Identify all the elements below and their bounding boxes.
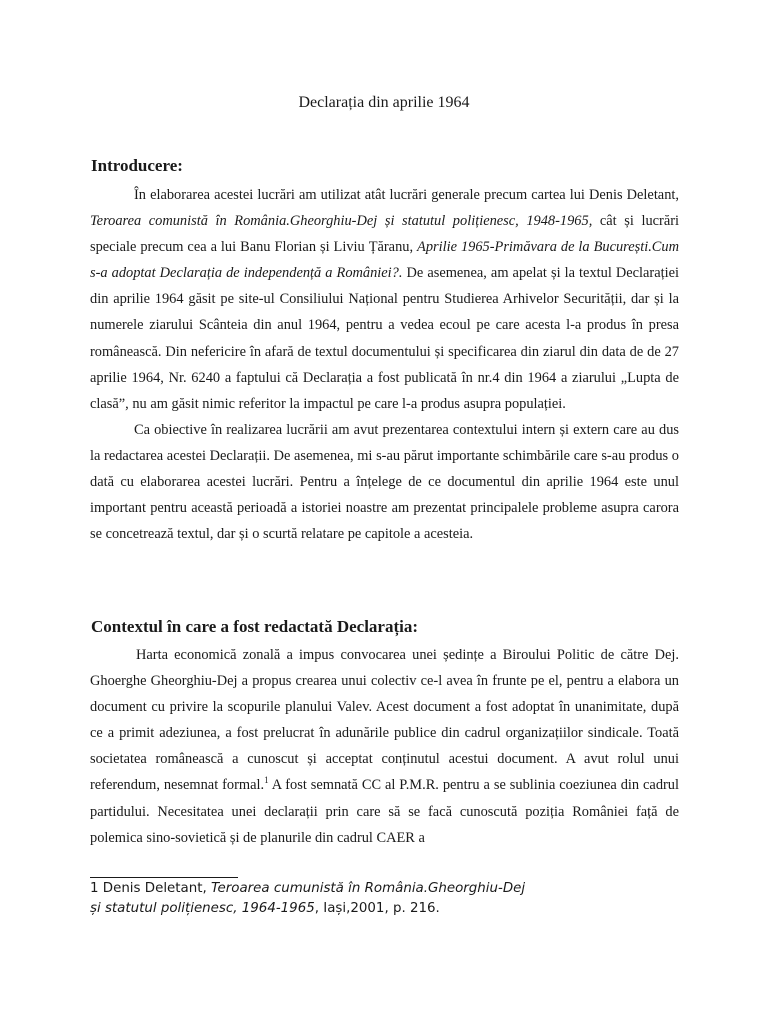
section-heading-introducere: Introducere: xyxy=(91,156,183,175)
intro-p1-text-3: De asemenea, am apelat și la textul Declarației din aprilie 1964 găsit pe site-ul Consiliului Național pentru Studierea Arhivelor Securității, dar și la numerele ziarului Scânteia din anul 1964, pentru a vedea ecoul pe care acesta l-a produs în presa românească. Din nefericire în afară de textul documentului și specificarea din ziarul din data de de 27 aprilie 1964, Nr. 6240 a faptului că Declarația a fost publicată în nr.4 din 1964 a ziarului „Lupta de clasă”, nu am găsit nimic referitor la impactul pe care l-a produs asupra populației. xyxy=(90,265,679,412)
footnote-1 xyxy=(90,879,530,919)
context-body xyxy=(90,642,679,851)
context-p1-text-1: Harta economică zonală a impus convocarea unei ședințe a Biroului Politic de către Dej. Ghoerghe Gheorghiu-Dej a propus crearea unui colectiv ce-l avea în frunte pe el, pentru a elabora un document cu privire la scopurile planului Valev. Acest document a fost adoptat în unanimitate, după ce a primit adeziunea, a fost prelucrat în adunările publice din cadrul organizațiilor sindicale. Toată societatea românească a cunoscut și acceptat conținutul acestui document. A avut rolul unui referendum, nesemnat formal. xyxy=(90,647,679,794)
context-p1-text-2: A fost semnată CC al P.M.R. pentru a se sublinia coeziunea din cadrul partidului. Necesitatea unei declarații prin care să se facă cunoscută poziția României față de polemica sino-sovietică și de planurile din cadrul CAER a xyxy=(90,777,679,846)
intro-p1-citation-banu-taranu: Aprilie 1965-Primăvara de la București.Cum s-a adoptat Declarația de independență a României?. xyxy=(90,239,679,282)
footnote-reference[interactable]: 1 xyxy=(264,775,269,786)
footnote-number-author: 1 Denis Deletant, xyxy=(90,881,211,896)
intro-paragraph-2: Ca obiective în realizarea lucrării am avut prezentarea contextului intern și extern care au dus la redactarea acestei Declarații. De asemenea, mi s-au părut importante schimbările care s-au produs o dată cu elaborarea acestei lucrări. Pentru a înțelege de ce documentul din aprilie 1964 este unul important pentru această perioadă a istoriei noastre am prezentat principalele probleme asupra carora se concetrează textul, dar și o scurtă relatare pe capitole a acesteia. xyxy=(90,421,679,543)
footnote-separator xyxy=(90,877,238,878)
footnote-book-title: Teroarea cumunistă în România.Gheorghiu-Dej și statutul polițienesc, 1964-1965 xyxy=(90,881,526,916)
intro-p1-text-2: cât și lucrări speciale precum cea a lui Banu Florian și Liviu Țăranu, xyxy=(90,213,679,256)
section-heading-context: Contextul în care a fost redactată Declarația: xyxy=(91,617,419,636)
footnote-publication-info: , Iași,2001, p. 216. xyxy=(314,901,440,916)
intro-p1-citation-deletant: Teroarea comunistă în România.Gheorghiu-Dej și statutul polițienesc, 1948-1965, xyxy=(90,213,593,230)
intro-paragraph-1 xyxy=(90,182,679,417)
document-title: Declarația din aprilie 1964 xyxy=(298,94,470,111)
intro-p1-text-1: În elaborarea acestei lucrări am utilizat atât lucrări generale precum cartea lui Denis Deletant, xyxy=(134,187,679,203)
context-paragraph-1 xyxy=(90,642,679,851)
introduction-body xyxy=(90,182,679,547)
